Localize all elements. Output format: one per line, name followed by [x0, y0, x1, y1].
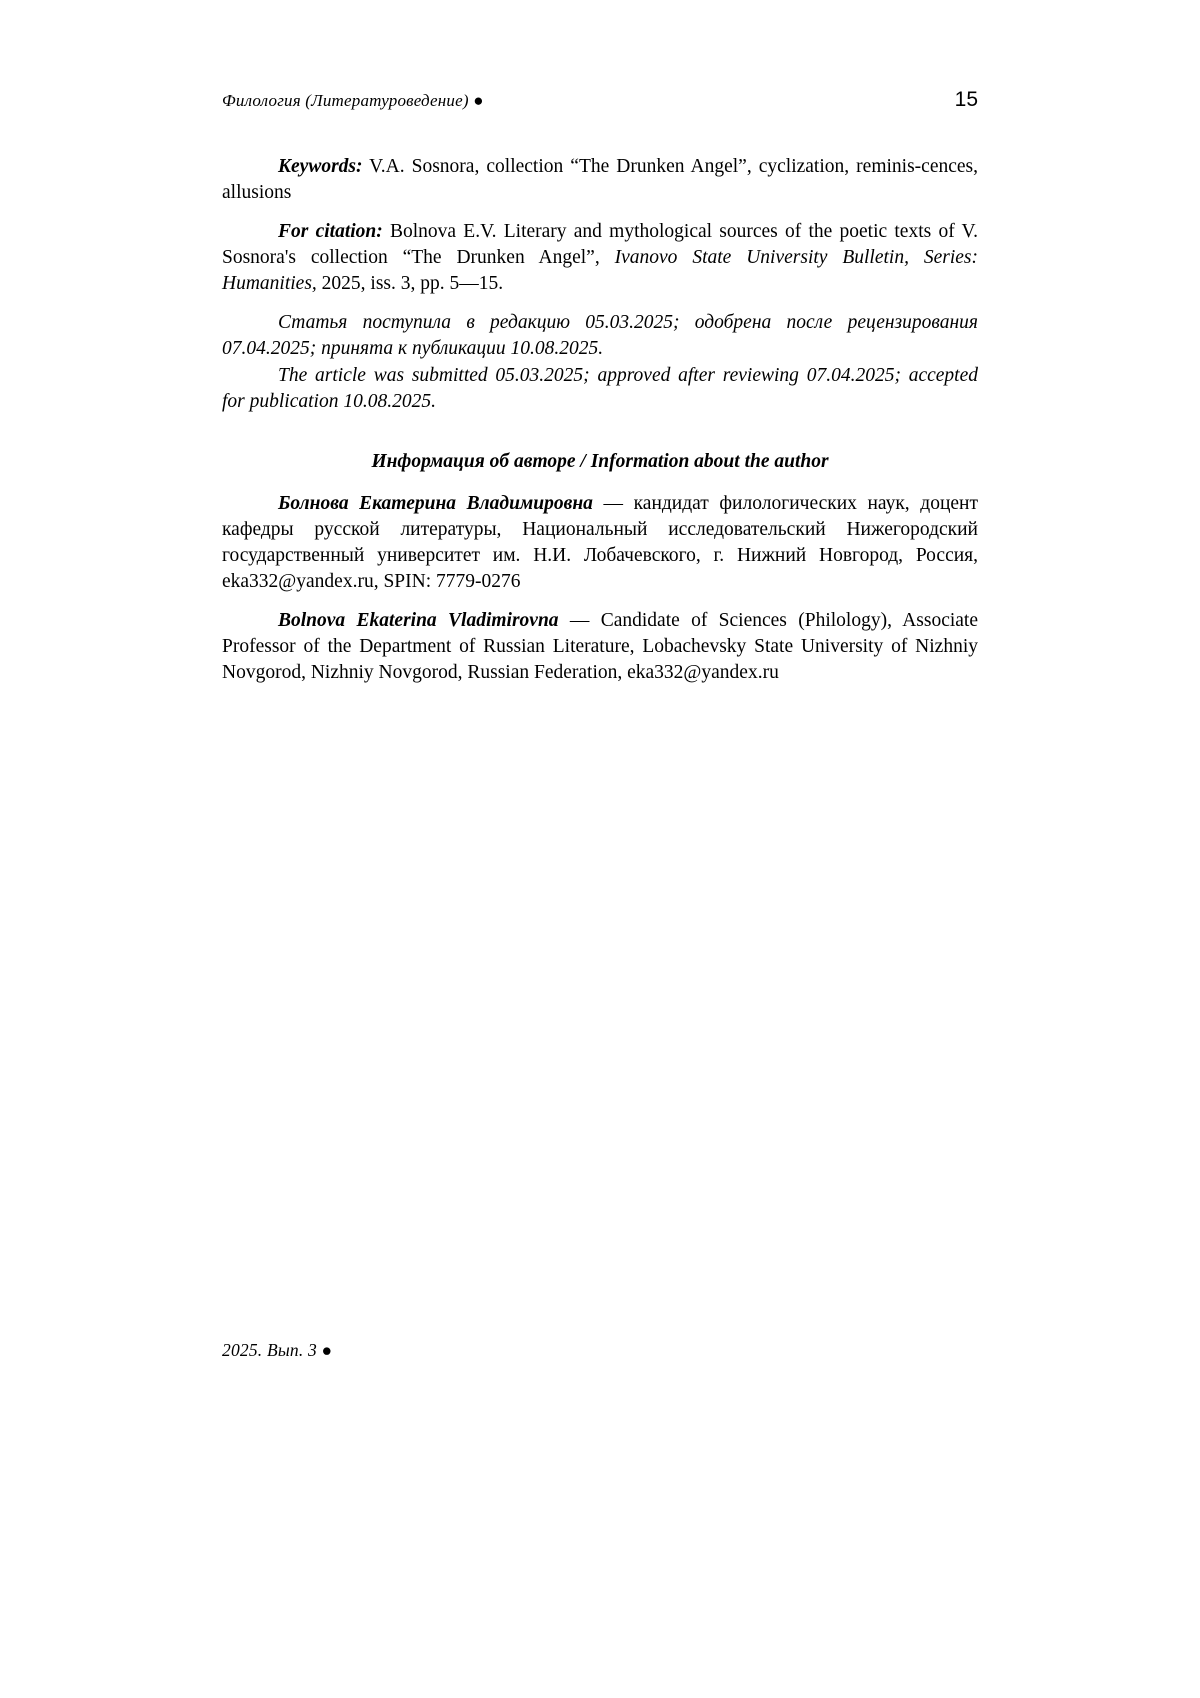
page-content: [222, 88, 978, 699]
submission-dates-en: The article was submitted 05.03.2025; approved after reviewing 07.04.2025; accepted for publication 10.08.2025.: [222, 365, 978, 413]
page-footer: 2025. Вып. 3 ●: [222, 1340, 333, 1360]
citation-label: For citation:: [278, 220, 383, 242]
author-info-heading: Информация об авторе / Information about the author: [371, 451, 829, 473]
author-info-en: [222, 608, 978, 686]
page-number: 15: [954, 88, 978, 111]
author-details-en: — Candidate of Sciences (Philology), Associate Professor of the Department of Russian Literature, Lobachevsky State University of Nizhniy Novgorod, Nizhniy Novgorod, Russian Federation, eka332@yandex.ru: [222, 609, 979, 683]
author-name-en: Bolnova Ekaterina Vladimirovna: [278, 609, 559, 631]
author-info-ru: [222, 491, 978, 595]
citation-text-after: 2025, iss. 3, pp. 5—15.: [316, 272, 504, 294]
running-head: [222, 88, 978, 112]
submission-dates-ru: Статья поступила в редакцию 05.03.2025; одобрена после рецензирования 07.04.2025; принята к публикации 10.08.2025.: [222, 311, 978, 359]
keywords-text: V.A. Sosnora, collection “The Drunken Angel”, cyclization, reminis-cences, allusions: [222, 156, 978, 203]
keywords-label: Keywords:: [278, 156, 363, 177]
citation-text-before: Bolnova E.V. Literary and mythological sources of the poetic texts of V. Sosnora's collection “The Drunken Angel”,: [222, 220, 979, 268]
running-head-left: Филология (Литературоведение) ●: [222, 91, 484, 110]
keywords-paragraph: [222, 154, 978, 206]
citation-paragraph: [222, 219, 978, 297]
author-name-ru: Болнова Екатерина Владимировна: [278, 493, 593, 515]
author-details-ru: — кандидат филологических наук, доцент кафедры русской литературы, Национальный исследовательский Нижегородский государственный университет им. Н.И. Лобачевского, г. Нижний Новгород, Россия, eka332@yandex.ru, SPIN: 7779-0276: [222, 493, 978, 593]
citation-journal: Ivanovo State University Bulletin, Series: Humanities,: [222, 246, 978, 294]
